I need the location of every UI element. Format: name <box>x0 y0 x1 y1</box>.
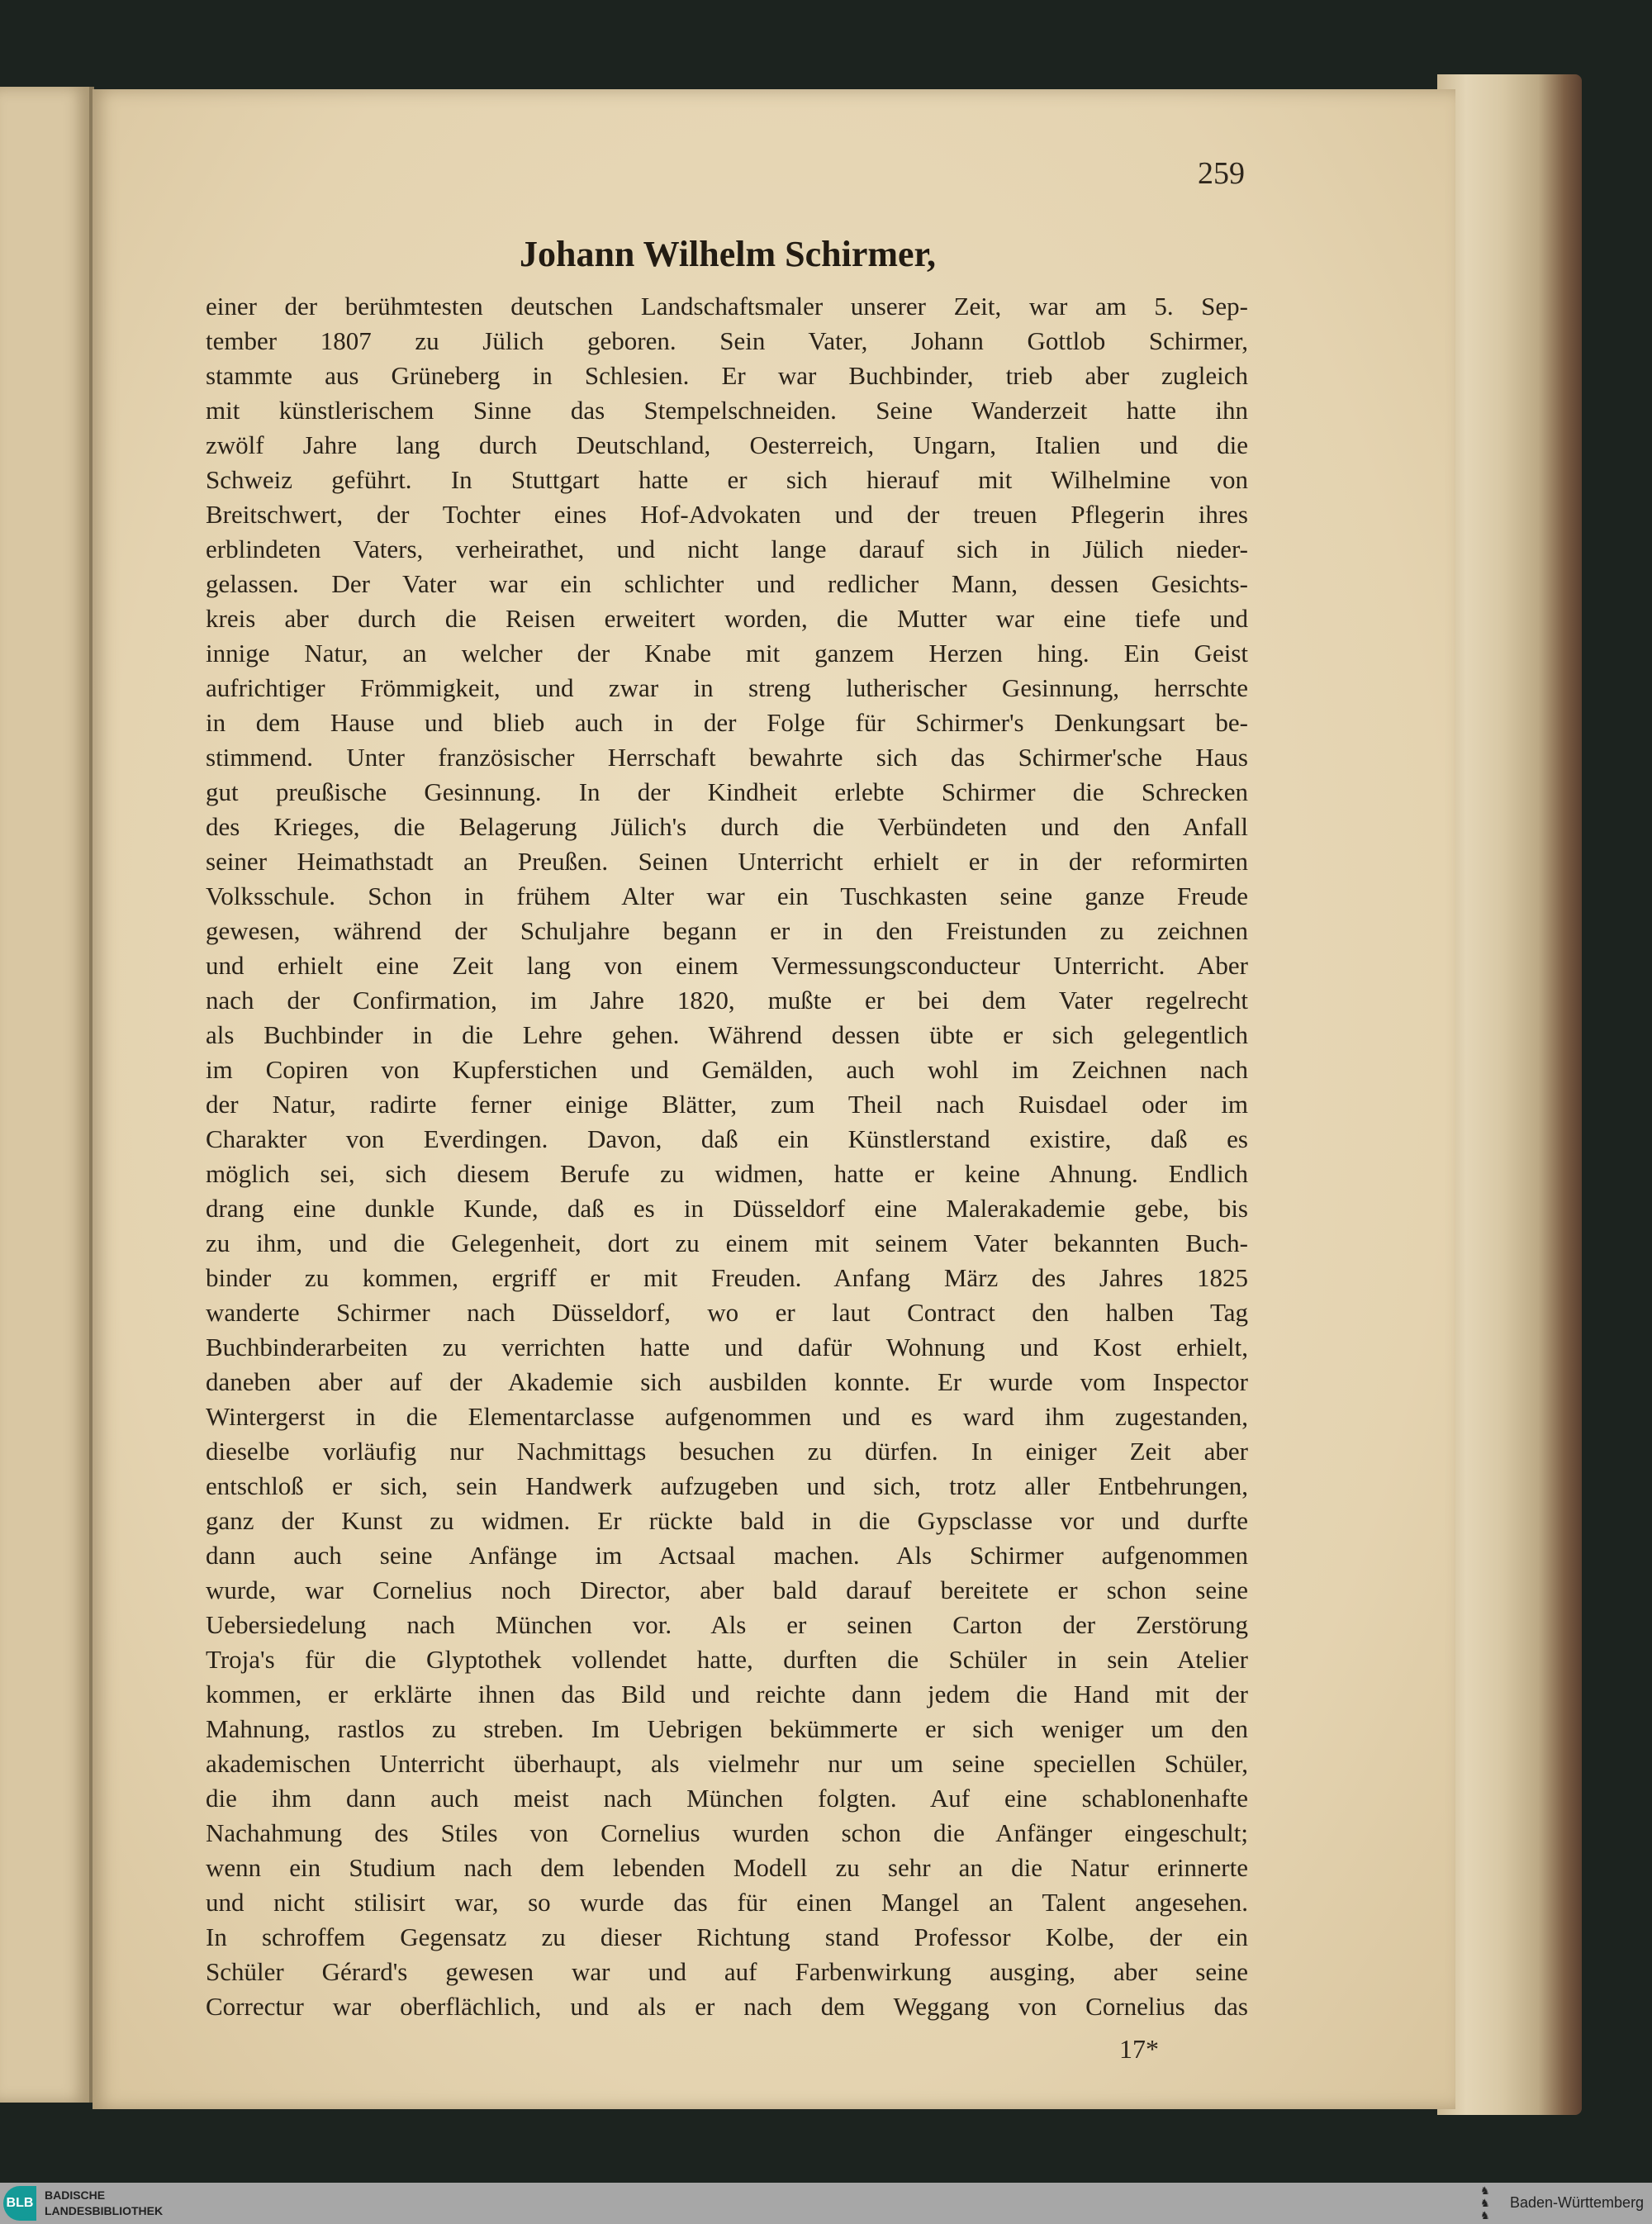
text-line: In schroffem Gegensatz zu dieser Richtung stand Professor Kolbe, der ein <box>206 1922 1248 1951</box>
printer-signature-mark: 17* <box>1119 2034 1159 2064</box>
article-title: Johann Wilhelm Schirmer, <box>519 234 937 274</box>
text-line: Uebersiedelung nach München vor. Als er seinen Carton der Zerstörung <box>206 1610 1248 1639</box>
text-line: drang eine dunkle Kunde, daß es in Düsseldorf eine Malerakademie gebe, bis <box>206 1194 1248 1223</box>
text-line: erblindeten Vaters, verheirathet, und nicht lange darauf sich in Jülich nieder- <box>206 535 1248 563</box>
text-line: Buchbinderarbeiten zu verrichten hatte und dafür Wohnung und Kost erhielt, <box>206 1333 1248 1361</box>
text-line: wenn ein Studium nach dem lebenden Modell zu sehr an die Natur erinnerte <box>206 1853 1248 1882</box>
text-line: in dem Hause und blieb auch in der Folge für Schirmer's Denkungsart be- <box>206 708 1248 737</box>
body-text <box>206 289 1248 2024</box>
text-line: zu ihm, und die Gelegenheit, dort zu einem mit seinem Vater bekannten Buch- <box>206 1228 1248 1257</box>
text-line: einer der berühmtesten deutschen Landschaftsmaler unserer Zeit, war am 5. Sep- <box>206 292 1248 321</box>
book-page-stack <box>1437 74 1582 2115</box>
text-line: Wintergerst in die Elementarclasse aufgenommen und es ward ihm zugestanden, <box>206 1402 1248 1431</box>
text-line: daneben aber auf der Akademie sich ausbilden konnte. Er wurde vom Inspector <box>206 1367 1248 1396</box>
text-line: Mahnung, rastlos zu streben. Im Uebrigen bekümmerte er sich weniger um den <box>206 1714 1248 1743</box>
text-line: stammte aus Grüneberg in Schlesien. Er war Buchbinder, trieb aber zugleich <box>206 361 1248 390</box>
blb-logo-icon[interactable]: BLB <box>3 2186 36 2221</box>
text-line: Charakter von Everdingen. Davon, daß ein Künstlerstand existire, daß es <box>206 1124 1248 1153</box>
text-line: Nachahmung des Stiles von Cornelius wurden schon die Anfänger eingeschult; <box>206 1818 1248 1847</box>
text-line: dann auch seine Anfänge im Actsaal machen. Als Schirmer aufgenommen <box>206 1541 1248 1570</box>
text-line: mit künstlerischem Sinne das Stempelschneiden. Seine Wanderzeit hatte ihn <box>206 396 1248 425</box>
text-line: tember 1807 zu Jülich geboren. Sein Vater, Johann Gottlob Schirmer, <box>206 326 1248 355</box>
text-line: zwölf Jahre lang durch Deutschland, Oesterreich, Ungarn, Italien und die <box>206 430 1248 459</box>
text-line: kommen, er erklärte ihnen das Bild und reichte dann jedem die Hand mit der <box>206 1680 1248 1708</box>
text-line: Schweiz geführt. In Stuttgart hatte er sich hierauf mit Wilhelmine von <box>206 465 1248 494</box>
text-line: Breitschwert, der Tochter eines Hof-Advokaten und der treuen Pflegerin ihres <box>206 500 1248 529</box>
text-line: und erhielt eine Zeit lang von einem Vermessungsconducteur Unterricht. Aber <box>206 951 1248 980</box>
baden-wuerttemberg-lions-icon: ♞ ♞ ♞ <box>1480 2184 1490 2222</box>
text-line: des Krieges, die Belagerung Jülich's durch die Verbündeten und den Anfall <box>206 812 1248 841</box>
text-line: im Copiren von Kupferstichen und Gemälden, auch wohl im Zeichnen nach <box>206 1055 1248 1084</box>
text-line: der Natur, radirte ferner einige Blätter, zum Theil nach Ruisdael oder im <box>206 1090 1248 1119</box>
viewer-footer-bar <box>0 2183 1652 2224</box>
text-line: Schüler Gérard's gewesen war und auf Farbenwirkung ausging, aber seine <box>206 1957 1248 1986</box>
text-line: wanderte Schirmer nach Düsseldorf, wo er laut Contract den halben Tag <box>206 1298 1248 1327</box>
text-line: seiner Heimathstadt an Preußen. Seinen Unterricht erhielt er in der reformirten <box>206 847 1248 876</box>
text-line: kreis aber durch die Reisen erweitert worden, die Mutter war eine tiefe und <box>206 604 1248 633</box>
text-line: und nicht stilisirt war, so wurde das für einen Mangel an Talent angesehen. <box>206 1888 1248 1917</box>
previous-page-edge <box>0 87 94 2103</box>
text-line: gelassen. Der Vater war ein schlichter und redlicher Mann, dessen Gesichts- <box>206 569 1248 598</box>
text-line: nach der Confirmation, im Jahre 1820, mußte er bei dem Vater regelrecht <box>206 986 1248 1015</box>
text-line: innige Natur, an welcher der Knabe mit ganzem Herzen hing. Ein Geist <box>206 639 1248 668</box>
text-line: gut preußische Gesinnung. In der Kindheit erlebte Schirmer die Schrecken <box>206 777 1248 806</box>
state-name[interactable]: Baden-Württemberg <box>1510 2194 1645 2211</box>
page-number: 259 <box>1198 156 1245 191</box>
text-line: möglich sei, sich diesem Berufe zu widmen, hatte er keine Ahnung. Endlich <box>206 1159 1248 1188</box>
text-line: aufrichtiger Frömmigkeit, und zwar in streng lutherischer Gesinnung, herrschte <box>206 673 1248 702</box>
text-line: entschloß er sich, sein Handwerk aufzugeben und sich, trotz aller Entbehrungen, <box>206 1471 1248 1500</box>
text-line: Troja's für die Glyptothek vollendet hatte, durften die Schüler in sein Atelier <box>206 1645 1248 1674</box>
text-line: gewesen, während der Schuljahre begann er in den Freistunden zu zeichnen <box>206 916 1248 945</box>
text-line: akademischen Unterricht überhaupt, als vielmehr nur um seine speciellen Schüler, <box>206 1749 1248 1778</box>
text-line: ganz der Kunst zu widmen. Er rückte bald in die Gypsclasse vor und durfte <box>206 1506 1248 1535</box>
text-line: Volksschule. Schon in frühem Alter war ein Tuschkasten seine ganze Freude <box>206 882 1248 910</box>
text-line: wurde, war Cornelius noch Director, aber bald darauf bereitete er schon seine <box>206 1575 1248 1604</box>
library-name-line2: LANDESBIBLIOTHEK <box>45 2204 164 2217</box>
text-line: binder zu kommen, ergriff er mit Freuden. Anfang März des Jahres 1825 <box>206 1263 1248 1292</box>
text-line: Correctur war oberflächlich, und als er nach dem Weggang von Cornelius das <box>206 1992 1248 2021</box>
text-line: die ihm dann auch meist nach München folgten. Auf eine schablonenhafte <box>206 1784 1248 1813</box>
text-line: als Buchbinder in die Lehre gehen. Während dessen übte er sich gelegentlich <box>206 1020 1248 1049</box>
library-name[interactable] <box>45 2188 163 2219</box>
library-name-line1: BADISCHE <box>45 2188 106 2202</box>
text-line: stimmend. Unter französischer Herrschaft bewahrte sich das Schirmer'sche Haus <box>206 743 1248 772</box>
text-line: dieselbe vorläufig nur Nachmittags besuchen zu dürfen. In einiger Zeit aber <box>206 1437 1248 1466</box>
